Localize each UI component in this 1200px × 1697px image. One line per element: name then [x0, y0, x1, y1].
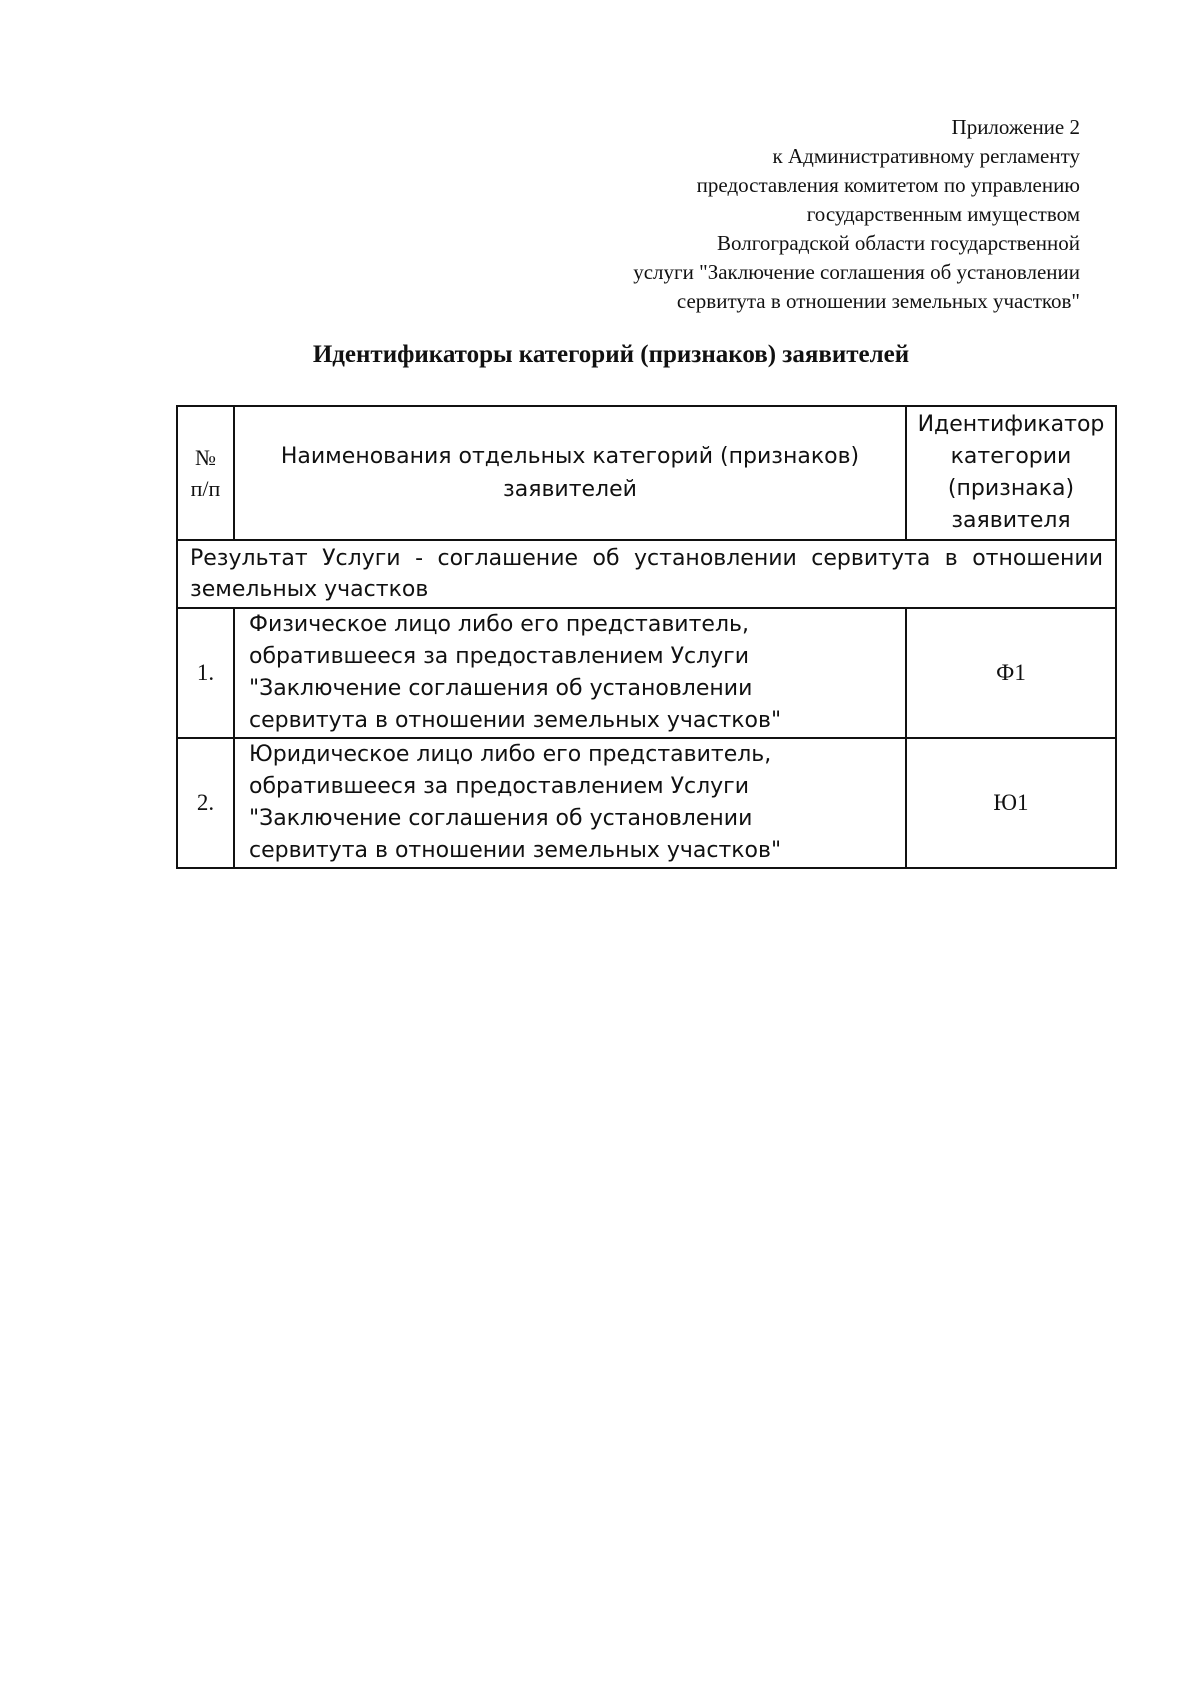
- row-name-line: обратившееся за предоставлением Услуги: [249, 774, 750, 799]
- appendix-line: Волгоградской области государственной: [717, 231, 1080, 255]
- row-name-line: Физическое лицо либо его представитель,: [249, 612, 749, 637]
- row-name-cell: [234, 738, 906, 868]
- header-identifier-line: категории: [950, 444, 1072, 469]
- row-name-line: "Заключение соглашения об установлении: [249, 806, 753, 831]
- header-number-sign: №: [195, 445, 216, 470]
- row-name-line: "Заключение соглашения об установлении: [249, 676, 753, 701]
- appendix-line: к Административному регламенту: [772, 144, 1080, 168]
- header-number-abbr: п/п: [190, 476, 221, 501]
- table-header-row: [177, 406, 1116, 540]
- categories-table: [176, 405, 1117, 869]
- row-number-cell: 2.: [177, 738, 234, 868]
- header-identifier-line: заявителя: [951, 508, 1071, 533]
- appendix-line: сервитута в отношении земельных участков": [676, 289, 1080, 313]
- header-name-cell: Наименования отдельных категорий (признаков) заявителей: [234, 406, 906, 540]
- row-identifier-cell: Ф1: [906, 608, 1116, 738]
- appendix-line: предоставления комитетом по управлению: [696, 173, 1080, 197]
- header-number-cell: [177, 406, 234, 540]
- row-name-cell: [234, 608, 906, 738]
- row-number-cell: 1.: [177, 608, 234, 738]
- header-identifier-cell: [906, 406, 1116, 540]
- table-section-row: [177, 540, 1116, 608]
- header-identifier-line: Идентификатор: [917, 412, 1105, 437]
- appendix-line: Приложение 2: [951, 115, 1080, 139]
- row-identifier-cell: Ю1: [906, 738, 1116, 868]
- appendix-line: государственным имуществом: [806, 202, 1080, 226]
- document-title: Идентификаторы категорий (признаков) заявителей: [312, 341, 910, 368]
- row-name-line: обратившееся за предоставлением Услуги: [249, 644, 750, 669]
- table-row: [177, 738, 1116, 868]
- row-name-line: сервитута в отношении земельных участков": [249, 838, 782, 863]
- header-identifier-line: (признака): [947, 476, 1075, 501]
- table-row: [177, 608, 1116, 738]
- appendix-header: [380, 113, 1080, 316]
- row-name-line: сервитута в отношении земельных участков": [249, 708, 782, 733]
- appendix-line: услуги "Заключение соглашения об установлении: [633, 260, 1080, 284]
- section-result-cell: Результат Услуги - соглашение об установлении сервитута в отношении земельных участков: [177, 540, 1116, 608]
- row-name-line: Юридическое лицо либо его представитель,: [249, 742, 772, 767]
